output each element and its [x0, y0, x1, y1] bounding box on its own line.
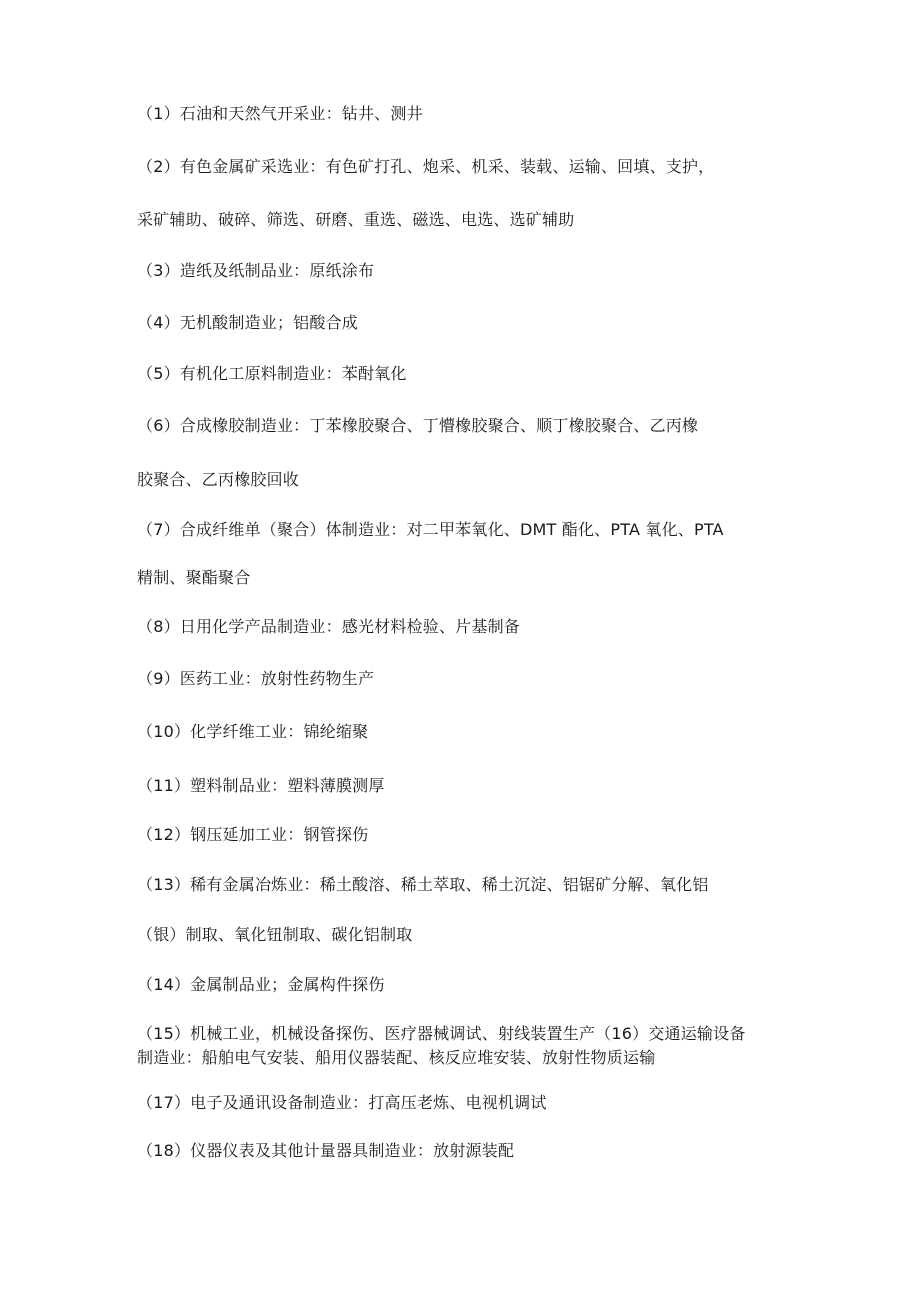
list-item-9: （9）医药工业：放射性药物生产 — [137, 669, 375, 688]
list-item-6-cont: 胶聚合、乙丙橡胶回收 — [137, 470, 300, 489]
list-item-2-cont: 采矿辅助、破碎、筛选、研磨、重选、磁选、电选、选矿辅助 — [137, 210, 575, 229]
list-item-7: （7）合成纤维单（聚合）体制造业：对二甲苯氧化、DMT 酯化、PTA 氧化、PTA — [137, 520, 724, 539]
list-item-3: （3）造纸及纸制品业：原纸涂布 — [137, 261, 375, 280]
list-item-14: （14）金属制品业；金属构件探伤 — [137, 975, 385, 994]
list-item-10: （10）化学纤维工业：锦纶缩聚 — [137, 722, 369, 741]
list-item-12: （12）钢压延加工业：钢管探伤 — [137, 825, 369, 844]
list-item-13: （13）稀有金属冶炼业：稀土酸溶、稀土萃取、稀土沉淀、铝锯矿分解、氧化铝 — [137, 875, 709, 894]
list-item-6: （6）合成橡胶制造业：丁苯橡胶聚合、丁懵橡胶聚合、顺丁橡胶聚合、乙丙橡 — [137, 416, 699, 435]
list-item-15: （15）机械工业，机械设备探伤、医疗器械调试、射线装置生产（16）交通运输设备 — [137, 1024, 746, 1043]
list-item-4: （4）无机酸制造业；铝酸合成 — [137, 313, 358, 332]
list-item-5: （5）有机化工原料制造业：苯酎氧化 — [137, 364, 407, 383]
list-item-16-cont: 制造业：船舶电气安装、船用仪器装配、核反应堆安装、放射性物质运输 — [137, 1048, 656, 1067]
list-item-18: （18）仪器仪表及其他计量器具制造业：放射源装配 — [137, 1141, 515, 1160]
list-item-1: （1）石油和天然气开采业：钻井、测井 — [137, 104, 423, 123]
list-item-13-cont: （银）制取、氧化钮制取、碳化铝制取 — [137, 925, 413, 944]
list-item-17: （17）电子及通讯设备制造业：打高压老炼、电视机调试 — [137, 1093, 547, 1112]
list-item-2: （2）有色金属矿采选业：有色矿打孔、炮采、机采、装载、运输、回填、支护， — [137, 157, 715, 176]
list-item-7-cont: 精制、聚酯聚合 — [137, 568, 251, 587]
list-item-11: （11）塑料制品业：塑料薄膜测厚 — [137, 776, 385, 795]
list-item-8: （8）日用化学产品制造业：感光材料检验、片基制备 — [137, 617, 520, 636]
